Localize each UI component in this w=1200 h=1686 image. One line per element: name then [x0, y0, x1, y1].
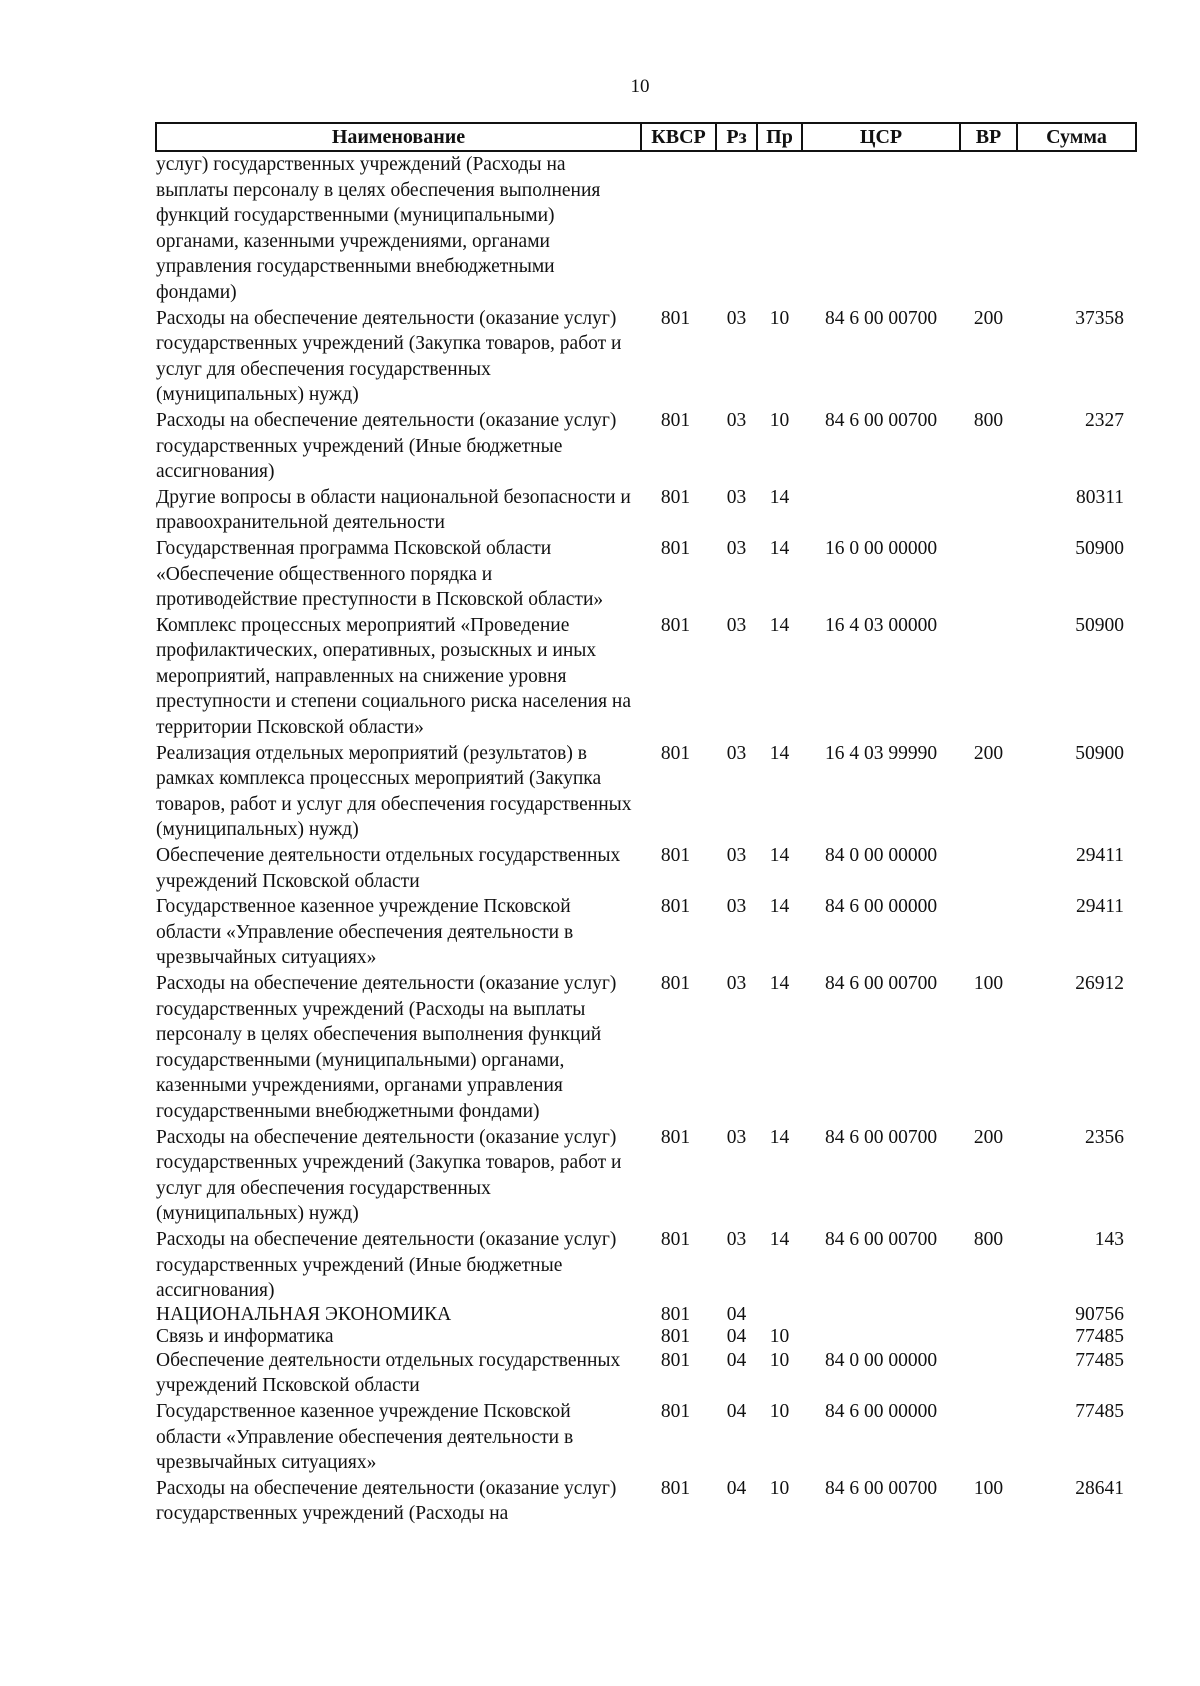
cell-csr — [802, 151, 960, 306]
cell-rz: 03 — [726, 409, 747, 431]
cell-pr: 10 — [769, 1400, 790, 1422]
cell-rz: 04 — [726, 1325, 747, 1347]
cell-csr: 84 0 00 00000 — [824, 845, 938, 867]
cell-name: Государственная программа Псковской области «Обеспечение общественного порядка и противодействие преступности в Псковской области» — [156, 537, 604, 611]
table-row — [156, 536, 1136, 613]
page-number: 10 — [630, 76, 650, 97]
cell-pr: 10 — [769, 409, 790, 431]
cell-csr: 84 6 00 00700 — [824, 409, 938, 431]
header-pr: Пр — [757, 123, 802, 151]
cell-pr: 14 — [769, 1228, 790, 1250]
cell-sum: 77485 — [1075, 1400, 1124, 1422]
cell-vr — [960, 151, 1017, 306]
cell-rz: 03 — [726, 486, 747, 508]
cell-rz: 04 — [726, 1400, 747, 1422]
cell-sum: 77485 — [1075, 1325, 1124, 1347]
cell-sum: 28641 — [1075, 1477, 1124, 1499]
cell-name: Комплекс процессных мероприятий «Проведение профилактических, оперативных, розыскных и иных мероприятий, направленных на снижение уровня преступности и степени социального риска населения на территории Псковской области» — [156, 614, 631, 739]
cell-rz: 03 — [726, 1126, 747, 1148]
cell-vr: 200 — [973, 307, 1004, 329]
cell-pr: 14 — [769, 537, 790, 559]
header-sum: Сумма — [1017, 123, 1136, 151]
cell-vr — [960, 894, 1017, 971]
table-row — [156, 894, 1136, 971]
cell-sum: 50900 — [1075, 742, 1124, 764]
cell-kvsr: 801 — [660, 1477, 691, 1499]
cell-vr — [960, 485, 1017, 536]
cell-rz: 03 — [726, 307, 747, 329]
cell-vr — [960, 1348, 1017, 1399]
cell-name: Расходы на обеспечение деятельности (оказание услуг) государственных учреждений (Закупка товаров, работ и услуг для обеспечения государственных (муниципальных) нужд) — [156, 307, 622, 406]
cell-pr: 10 — [769, 307, 790, 329]
budget-table — [155, 122, 1137, 1527]
table-row — [156, 1476, 1136, 1527]
cell-name: НАЦИОНАЛЬНАЯ ЭКОНОМИКА — [156, 1303, 452, 1325]
cell-sum: 80311 — [1075, 486, 1124, 508]
table-row — [156, 843, 1136, 894]
cell-csr: 84 6 00 00700 — [824, 1228, 938, 1250]
cell-sum: 2356 — [1085, 1126, 1124, 1148]
cell-kvsr: 801 — [660, 1349, 691, 1371]
cell-sum: 26912 — [1075, 973, 1124, 994]
table-row — [156, 613, 1136, 741]
header-kvsr: КВСР — [641, 123, 716, 151]
cell-kvsr — [641, 151, 716, 306]
cell-vr — [960, 1304, 1017, 1326]
cell-sum: 37358 — [1075, 307, 1124, 329]
cell-vr: 200 — [973, 742, 1004, 764]
cell-rz: 03 — [726, 973, 747, 994]
cell-pr: 14 — [769, 896, 790, 918]
table-row — [156, 1227, 1136, 1304]
cell-name: Расходы на обеспечение деятельности (оказание услуг) государственных учреждений (Расходы на — [156, 1477, 617, 1525]
cell-kvsr: 801 — [660, 614, 691, 636]
cell-sum: 29411 — [1075, 845, 1124, 867]
cell-rz: 03 — [726, 896, 747, 918]
cell-name: Другие вопросы в области национальной безопасности и правоохранительной деятельности — [156, 486, 631, 534]
cell-kvsr: 801 — [660, 1325, 691, 1347]
cell-kvsr: 801 — [660, 845, 691, 867]
cell-pr: 14 — [769, 845, 790, 867]
cell-pr: 10 — [769, 1349, 790, 1371]
cell-name: Расходы на обеспечение деятельности (оказание услуг) государственных учреждений (Закупка товаров, работ и услуг для обеспечения государственных (муниципальных) нужд) — [156, 1126, 622, 1225]
cell-pr: 10 — [769, 1325, 790, 1347]
cell-pr: 14 — [769, 742, 790, 764]
header-vr: ВР — [960, 123, 1017, 151]
table-row — [156, 306, 1136, 408]
cell-vr: 800 — [973, 1228, 1004, 1250]
cell-sum: 29411 — [1075, 896, 1124, 918]
cell-rz: 03 — [726, 614, 747, 636]
cell-csr: 84 6 00 00700 — [824, 1477, 938, 1499]
cell-sum: 77485 — [1075, 1349, 1124, 1371]
cell-sum: 90756 — [1075, 1303, 1124, 1325]
cell-name: Государственное казенное учреждение Псковской области «Управление обеспечения деятельности в чрезвычайных ситуациях» — [156, 896, 574, 969]
cell-vr — [960, 536, 1017, 613]
table-row — [156, 741, 1136, 843]
cell-csr — [802, 485, 960, 536]
table-row — [156, 1399, 1136, 1476]
cell-name: Обеспечение деятельности отдельных государственных учреждений Псковской области — [156, 845, 621, 892]
cell-csr: 84 6 00 00000 — [824, 1400, 938, 1422]
cell-vr — [960, 1399, 1017, 1476]
cell-kvsr: 801 — [660, 486, 691, 508]
table-row — [156, 1326, 1136, 1348]
cell-csr: 84 6 00 00700 — [824, 1126, 938, 1148]
cell-rz: 04 — [726, 1303, 747, 1325]
cell-kvsr: 801 — [660, 409, 691, 431]
cell-pr: 14 — [769, 614, 790, 636]
cell-csr: 16 4 03 00000 — [824, 614, 938, 636]
cell-vr — [960, 843, 1017, 894]
cell-rz: 04 — [726, 1477, 747, 1499]
cell-csr: 84 6 00 00700 — [824, 307, 938, 329]
cell-pr: 14 — [769, 1126, 790, 1148]
cell-vr — [960, 1326, 1017, 1348]
cell-name: Расходы на обеспечение деятельности (оказание услуг) государственных учреждений (Иные бюджетные ассигнования) — [156, 1228, 617, 1302]
table-row — [156, 1304, 1136, 1326]
header-name: Наименование — [156, 123, 641, 151]
cell-csr: 16 4 03 99990 — [824, 742, 938, 764]
cell-rz: 03 — [726, 537, 747, 559]
cell-rz — [716, 151, 757, 306]
cell-vr: 800 — [973, 409, 1004, 431]
table-row — [156, 1125, 1136, 1227]
cell-rz: 04 — [726, 1349, 747, 1371]
header-rz: Рз — [716, 123, 757, 151]
cell-sum: 2327 — [1085, 409, 1124, 431]
cell-name: Расходы на обеспечение деятельности (оказание услуг) государственных учреждений (Иные бюджетные ассигнования) — [156, 409, 617, 483]
cell-kvsr: 801 — [660, 742, 691, 764]
cell-pr — [757, 151, 802, 306]
cell-vr: 100 — [973, 973, 1004, 994]
cell-pr — [757, 1304, 802, 1326]
cell-name: Реализация отдельных мероприятий (результатов) в рамках комплекса процессных мероприятий (Закупка товаров, работ и услуг для обеспечения государственных (муниципальных) нужд) — [156, 742, 632, 841]
cell-sum — [1017, 151, 1136, 306]
cell-csr — [802, 1326, 960, 1348]
cell-vr: 100 — [973, 1477, 1004, 1499]
table-row — [156, 151, 1136, 306]
cell-rz: 03 — [726, 1228, 747, 1250]
cell-csr: 84 0 00 00000 — [824, 1349, 938, 1371]
cell-kvsr: 801 — [660, 973, 691, 994]
cell-kvsr: 801 — [660, 1303, 691, 1325]
cell-kvsr: 801 — [660, 896, 691, 918]
cell-kvsr: 801 — [660, 537, 691, 559]
cell-sum: 50900 — [1075, 614, 1124, 636]
table-row — [156, 408, 1136, 485]
cell-kvsr: 801 — [660, 307, 691, 329]
cell-sum: 50900 — [1075, 537, 1124, 559]
cell-name: Расходы на обеспечение деятельности (оказание услуг) государственных учреждений (Расходы на выплаты персоналу в целях обеспечения выполнения функций государственными (муниципальными) органами, казенными учреждениями, органами управления государственными внебюджетными фондами) — [156, 973, 617, 1122]
cell-csr: 84 6 00 00000 — [824, 896, 938, 918]
table-row — [156, 971, 1136, 1125]
cell-kvsr: 801 — [660, 1400, 691, 1422]
cell-sum: 143 — [1094, 1228, 1124, 1250]
cell-kvsr: 801 — [660, 1126, 691, 1148]
header-csr: ЦСР — [802, 123, 960, 151]
cell-csr: 16 0 00 00000 — [824, 537, 938, 559]
cell-pr: 10 — [769, 1477, 790, 1499]
cell-name: Государственное казенное учреждение Псковской области «Управление обеспечения деятельности в чрезвычайных ситуациях» — [156, 1400, 574, 1474]
cell-csr — [802, 1304, 960, 1326]
table-row — [156, 1348, 1136, 1399]
cell-pr: 14 — [769, 973, 790, 994]
cell-name: услуг) государственных учреждений (Расходы на выплаты персоналу в целях обеспечения выполнения функций государственными (муниципальными) органами, казенными учреждениями, органами управления государственными внебюджетными фондами) — [156, 154, 601, 303]
cell-pr: 14 — [769, 486, 790, 508]
cell-kvsr: 801 — [660, 1228, 691, 1250]
cell-rz: 03 — [726, 845, 747, 867]
cell-name: Связь и информатика — [156, 1325, 334, 1347]
cell-rz: 03 — [726, 742, 747, 764]
table-header-row — [156, 123, 1136, 151]
table-row — [156, 485, 1136, 536]
cell-vr — [960, 613, 1017, 741]
cell-name: Обеспечение деятельности отдельных государственных учреждений Псковской области — [156, 1349, 621, 1397]
cell-csr: 84 6 00 00700 — [824, 973, 938, 994]
cell-vr: 200 — [973, 1126, 1004, 1148]
